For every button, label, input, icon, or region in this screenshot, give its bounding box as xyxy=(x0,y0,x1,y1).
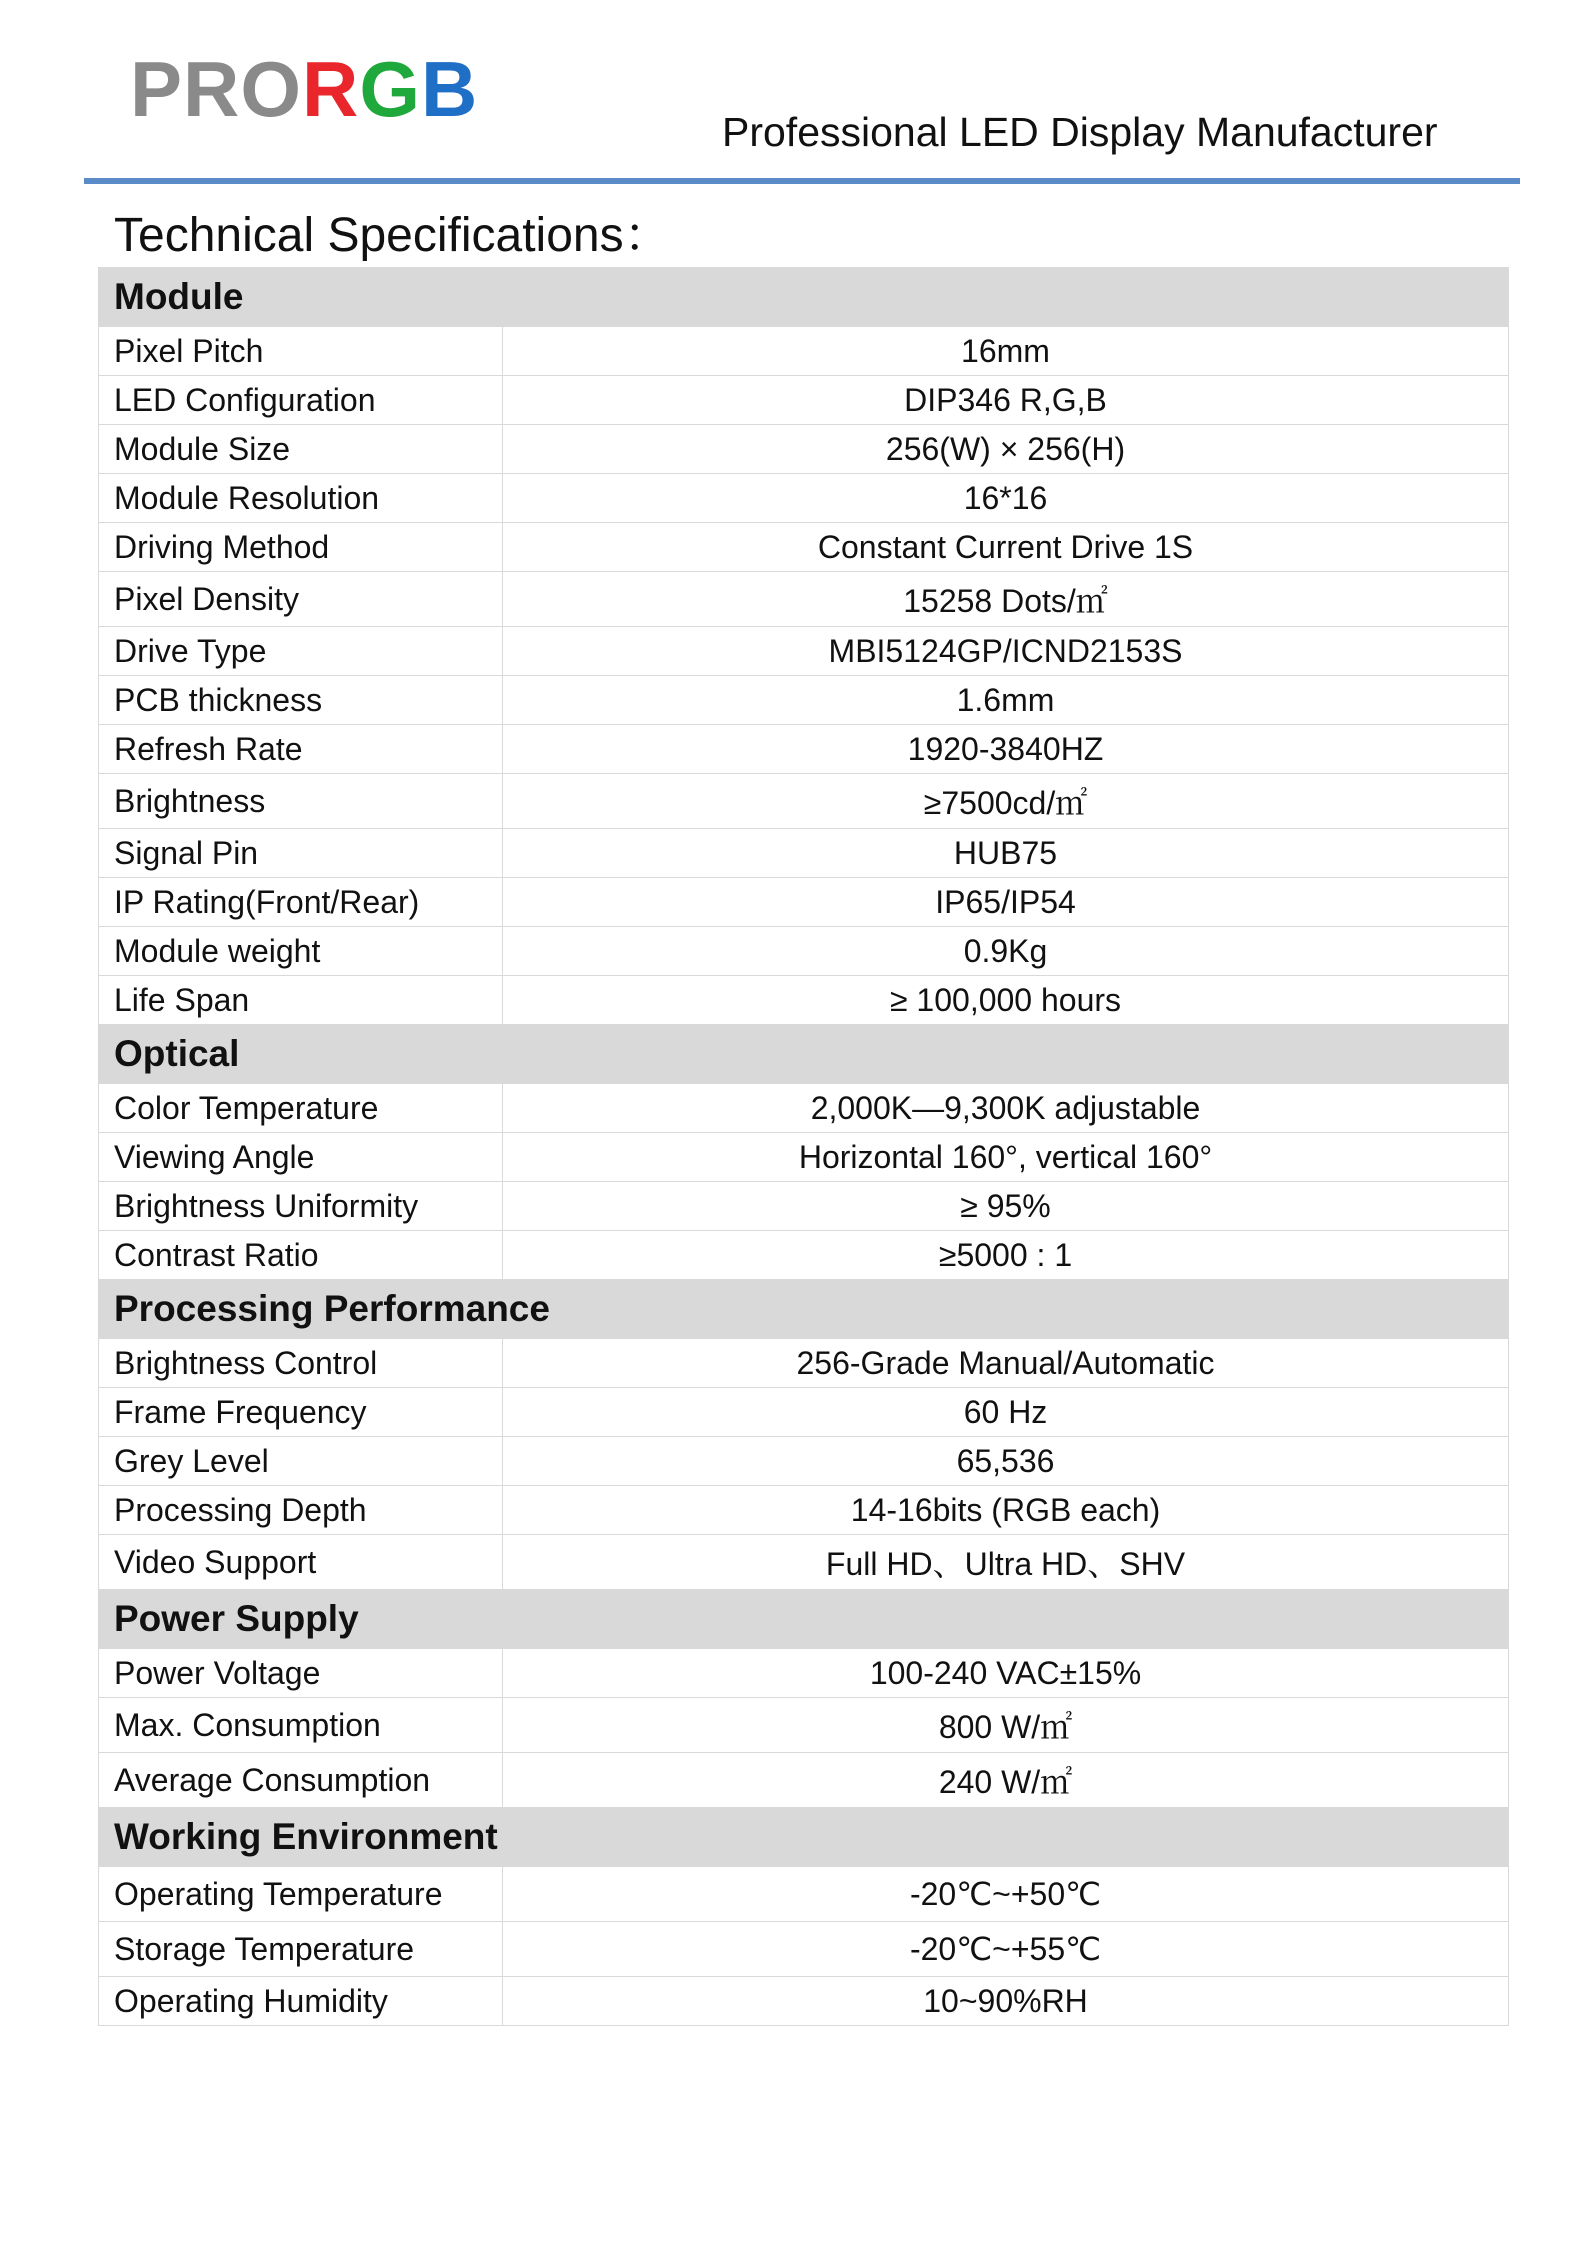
logo-pro: PRO xyxy=(130,45,303,133)
spec-label: Module Size xyxy=(99,425,503,474)
spec-label: Operating Temperature xyxy=(99,1867,503,1922)
table-row xyxy=(99,1339,1509,1388)
spec-value: 0.9Kg xyxy=(503,927,1509,976)
spec-label: Driving Method xyxy=(99,523,503,572)
spec-label: Video Support xyxy=(99,1535,503,1590)
table-row xyxy=(99,1231,1509,1280)
table-row xyxy=(99,627,1509,676)
table-row xyxy=(99,1922,1509,1977)
spec-value: 800 W/㎡ xyxy=(503,1698,1509,1753)
spec-value: 1920-3840HZ xyxy=(503,725,1509,774)
spec-label: Pixel Pitch xyxy=(99,327,503,376)
spec-value: 15258 Dots/㎡ xyxy=(503,572,1509,627)
spec-label: Drive Type xyxy=(99,627,503,676)
table-row xyxy=(99,1867,1509,1922)
spec-value: 16*16 xyxy=(503,474,1509,523)
table-row xyxy=(99,1133,1509,1182)
table-row xyxy=(99,1535,1509,1590)
spec-label: Brightness Uniformity xyxy=(99,1182,503,1231)
spec-label: Average Consumption xyxy=(99,1753,503,1808)
spec-value: 240 W/㎡ xyxy=(503,1753,1509,1808)
section-header-row xyxy=(99,1590,1509,1649)
spec-value: ≥7500cd/㎡ xyxy=(503,774,1509,829)
spec-value: Full HD、Ultra HD、SHV xyxy=(503,1535,1509,1590)
table-row xyxy=(99,1437,1509,1486)
logo-g: G xyxy=(359,45,422,133)
spec-label: Signal Pin xyxy=(99,829,503,878)
table-row xyxy=(99,1977,1509,2026)
table-row xyxy=(99,572,1509,627)
spec-table-body xyxy=(99,268,1509,2026)
spec-value: DIP346 R,G,B xyxy=(503,376,1509,425)
prorgb-logo xyxy=(130,45,479,133)
section-title: Optical xyxy=(99,1025,1509,1084)
page-title: Technical Specifications： xyxy=(114,209,672,262)
table-row xyxy=(99,1649,1509,1698)
spec-value: 10~90%RH xyxy=(503,1977,1509,2026)
spec-label: Refresh Rate xyxy=(99,725,503,774)
spec-value: ≥ 100,000 hours xyxy=(503,976,1509,1025)
spec-value: 2,000K—9,300K adjustable xyxy=(503,1084,1509,1133)
spec-label: PCB thickness xyxy=(99,676,503,725)
table-row xyxy=(99,327,1509,376)
section-header-row xyxy=(99,1025,1509,1084)
spec-value: Constant Current Drive 1S xyxy=(503,523,1509,572)
spec-label: Pixel Density xyxy=(99,572,503,627)
table-row xyxy=(99,1084,1509,1133)
table-row xyxy=(99,425,1509,474)
section-header-row xyxy=(99,268,1509,327)
table-row xyxy=(99,376,1509,425)
spec-label: Frame Frequency xyxy=(99,1388,503,1437)
section-header-row xyxy=(99,1280,1509,1339)
table-row xyxy=(99,878,1509,927)
logo-r: R xyxy=(302,45,360,133)
spec-label: Max. Consumption xyxy=(99,1698,503,1753)
table-row xyxy=(99,976,1509,1025)
table-row xyxy=(99,1753,1509,1808)
spec-value: 256-Grade Manual/Automatic xyxy=(503,1339,1509,1388)
table-row xyxy=(99,523,1509,572)
spec-value: IP65/IP54 xyxy=(503,878,1509,927)
spec-value: ≥ 95% xyxy=(503,1182,1509,1231)
spec-label: Brightness Control xyxy=(99,1339,503,1388)
spec-value: 16mm xyxy=(503,327,1509,376)
spec-label: Color Temperature xyxy=(99,1084,503,1133)
spec-label: Brightness xyxy=(99,774,503,829)
section-header-row xyxy=(99,1808,1509,1867)
spec-value: HUB75 xyxy=(503,829,1509,878)
table-row xyxy=(99,927,1509,976)
spec-label: Processing Depth xyxy=(99,1486,503,1535)
table-row xyxy=(99,474,1509,523)
table-row xyxy=(99,1698,1509,1753)
header-divider xyxy=(84,178,1520,184)
section-title: Working Environment xyxy=(99,1808,1509,1867)
spec-label: LED Configuration xyxy=(99,376,503,425)
table-row xyxy=(99,774,1509,829)
section-title: Module xyxy=(99,268,1509,327)
spec-label: Storage Temperature xyxy=(99,1922,503,1977)
spec-value: 60 Hz xyxy=(503,1388,1509,1437)
table-row xyxy=(99,676,1509,725)
spec-label: Module Resolution xyxy=(99,474,503,523)
spec-label: Operating Humidity xyxy=(99,1977,503,2026)
section-title: Power Supply xyxy=(99,1590,1509,1649)
section-title: Processing Performance xyxy=(99,1280,1509,1339)
spec-value: -20℃~+50℃ xyxy=(503,1867,1509,1922)
spec-table xyxy=(98,267,1509,2026)
spec-label: Power Voltage xyxy=(99,1649,503,1698)
spec-value: 65,536 xyxy=(503,1437,1509,1486)
spec-label: Life Span xyxy=(99,976,503,1025)
table-row xyxy=(99,1388,1509,1437)
tagline: Professional LED Display Manufacturer xyxy=(722,109,1438,155)
spec-value: 1.6mm xyxy=(503,676,1509,725)
spec-value: -20℃~+55℃ xyxy=(503,1922,1509,1977)
spec-value: ≥5000 : 1 xyxy=(503,1231,1509,1280)
spec-label: Module weight xyxy=(99,927,503,976)
table-row xyxy=(99,829,1509,878)
spec-value: MBI5124GP/ICND2153S xyxy=(503,627,1509,676)
spec-label: Viewing Angle xyxy=(99,1133,503,1182)
spec-value: 256(W) × 256(H) xyxy=(503,425,1509,474)
logo-b: B xyxy=(421,45,479,133)
table-row xyxy=(99,1486,1509,1535)
spec-value: 14-16bits (RGB each) xyxy=(503,1486,1509,1535)
spec-label: Grey Level xyxy=(99,1437,503,1486)
spec-value: Horizontal 160°, vertical 160° xyxy=(503,1133,1509,1182)
table-row xyxy=(99,1182,1509,1231)
spec-label: Contrast Ratio xyxy=(99,1231,503,1280)
spec-value: 100-240 VAC±15% xyxy=(503,1649,1509,1698)
spec-label: IP Rating(Front/Rear) xyxy=(99,878,503,927)
table-row xyxy=(99,725,1509,774)
